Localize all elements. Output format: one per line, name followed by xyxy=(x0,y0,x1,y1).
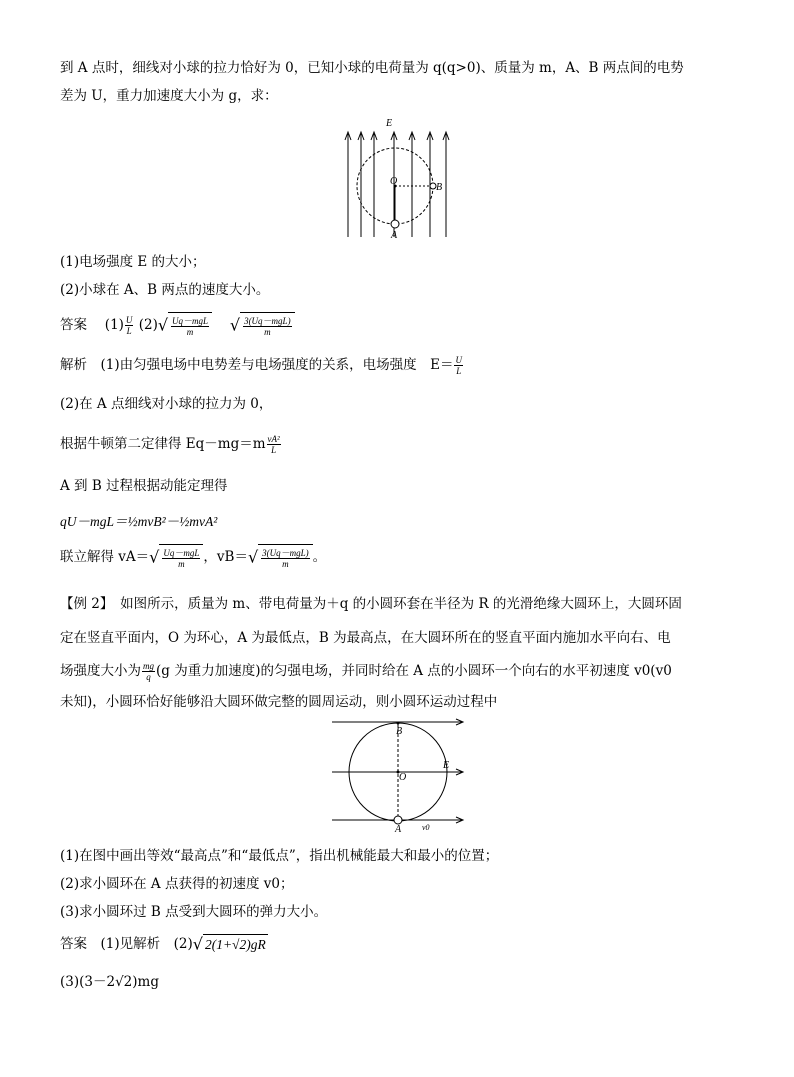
example-2-line-1: 【例 2】 如图所示，质量为 m、带电荷量为＋q 的小圆环套在半径为 R 的光滑绝缘大圆环上，大圆环固 xyxy=(60,596,682,612)
answer-1: 答案 (1) $\frac{U}{L}$ (2)√ $\frac{\text{Uq－mgL}}{m}$ √ $\frac{\text{3(Uq－mgL)}}{m}$ xyxy=(60,312,295,339)
answer-2: 答案 (1)见解析 (2)√ 2(1+√2)gR xyxy=(60,934,266,954)
question-1: (1)电场强度 E 的大小； xyxy=(60,254,206,270)
paragraph-line: 到 A 点时，细线对小球的拉力恰好为 0，已知小球的电荷量为 q(q>0)、质量为 m，A、B 两点间的电势 xyxy=(60,60,684,76)
answer-label: 答案 xyxy=(60,317,87,333)
label-E: E xyxy=(386,118,393,129)
solution-line-2: (2)在 A 点细线对小球的拉力为 0， xyxy=(60,396,273,412)
solution-line-6: 联立解得 vA＝√ $\frac{\text{Uq－mgL}}{m}$ ，vB＝√ $\frac{\text{3(Uq－mgL)}}{m}$ 。 xyxy=(60,544,326,571)
question-2-2: (2)求小圆环在 A 点获得的初速度 v0； xyxy=(60,876,294,892)
example-2-line-3: 场强度大小为 $\frac{mg}{q}$ (g 为重力加速度)的匀强电场，并同时给在 A 点的小圆环一个向右的水平初速度 v0(v0 xyxy=(60,661,672,682)
solution-line-1: 解析 (1)由匀强电场中电势差与电场强度的关系，电场强度 E＝ $\frac{U}{L}$ xyxy=(60,355,462,376)
example-2-line-2: 定在竖直平面内，O 为环心，A 为最低点，B 为最高点，在大圆环所在的竖直平面内施加水平向右、电 xyxy=(60,630,671,646)
solution-line-3: 根据牛顿第二定律得 Eq－mg＝m $\frac{\text{vA²}}{L}$ xyxy=(60,434,280,455)
question-2-1: (1)在图中画出等效“最高点”和“最低点”，指出机械能最大和最小的位置； xyxy=(60,848,499,864)
solution-line-5: qU－mgL＝½mvB²－½mvA² xyxy=(60,514,218,529)
answer-2-line-2: (3)(3－2√2)mg xyxy=(60,974,159,990)
solution-line-4: A 到 B 过程根据动能定理得 xyxy=(60,478,228,494)
svg-text:A: A xyxy=(395,824,402,835)
svg-text:E: E xyxy=(443,760,450,771)
question-2: (2)小球在 A、B 两点的速度大小。 xyxy=(60,282,270,298)
figure-field-circle-1 xyxy=(340,112,460,240)
question-2-3: (3)求小圆环过 B 点受到大圆环的弹力大小。 xyxy=(60,904,328,920)
svg-text:B: B xyxy=(396,726,403,737)
svg-text:v0: v0 xyxy=(422,823,430,832)
figure-ring-2 xyxy=(330,716,470,836)
svg-text:O: O xyxy=(399,772,407,783)
label-O: O xyxy=(390,176,398,187)
label-A: A xyxy=(391,230,398,240)
example-2-line-4: 未知)，小圆环恰好能够沿大圆环做完整的圆周运动，则小圆环运动过程中 xyxy=(60,694,498,710)
paragraph-line: 差为 U，重力加速度大小为 g，求： xyxy=(60,88,278,104)
label-B: B xyxy=(436,182,443,193)
